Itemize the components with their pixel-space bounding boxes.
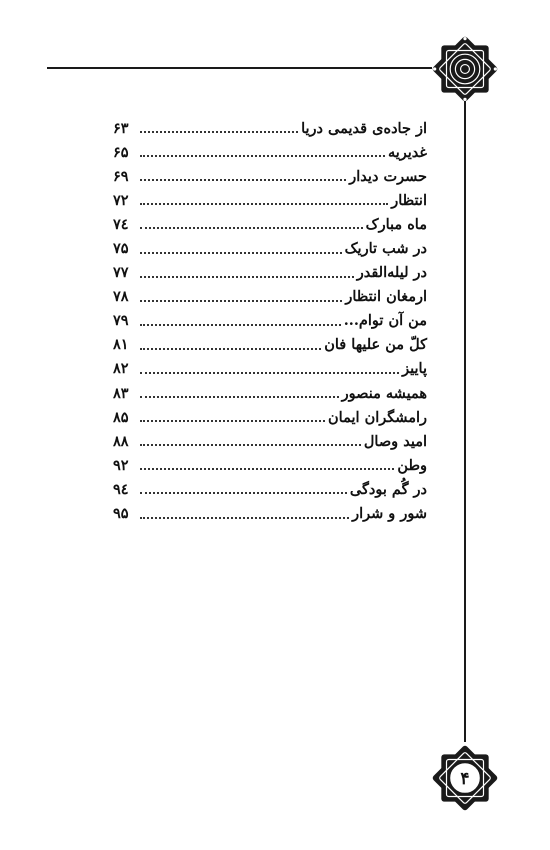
dot-leader	[140, 244, 342, 254]
toc-page-number: ۹٤	[113, 480, 129, 498]
toc-title: در شب تاریک	[344, 240, 427, 258]
side-rule	[464, 100, 466, 742]
top-rule	[47, 67, 432, 69]
toc-page-number: ۹۵	[113, 505, 129, 523]
toc-row	[113, 140, 427, 164]
toc-page-number: ۸۵	[113, 408, 129, 426]
dot-leader	[140, 436, 361, 446]
toc-row	[113, 309, 427, 333]
toc-title: وطن	[397, 456, 427, 474]
dot-leader	[140, 412, 325, 422]
toc-row	[113, 164, 427, 188]
toc-row	[113, 116, 427, 140]
dot-leader	[140, 171, 346, 181]
dot-leader	[140, 316, 341, 326]
dot-leader	[140, 364, 399, 374]
toc-page-number: ۶۵	[113, 143, 129, 161]
toc-row	[113, 405, 427, 429]
toc-row	[113, 236, 427, 260]
dot-leader	[140, 268, 354, 278]
toc-title: امید وصال	[363, 432, 427, 450]
toc-row	[113, 261, 427, 285]
dot-leader	[140, 195, 388, 205]
table-of-contents	[113, 116, 427, 526]
toc-page-number: ۷۵	[113, 240, 129, 258]
toc-page-number: ۷۷	[113, 264, 129, 282]
page-number: ۴	[460, 769, 470, 789]
toc-title: کلّ من علیها فان	[324, 336, 427, 354]
toc-title: حسرت دیدار	[349, 167, 427, 185]
toc-title: پاییز	[402, 360, 427, 378]
dot-leader	[140, 484, 347, 494]
toc-title: رامشگران ایمان	[328, 408, 427, 426]
toc-page-number: ۸۱	[113, 336, 129, 354]
toc-row	[113, 477, 427, 501]
dot-leader	[140, 509, 349, 519]
toc-row	[113, 285, 427, 309]
dot-leader	[140, 340, 321, 350]
toc-row	[113, 333, 427, 357]
toc-page-number: ۹۲	[113, 456, 129, 474]
toc-row	[113, 212, 427, 236]
toc-page-number: ۶۹	[113, 167, 129, 185]
dot-leader	[140, 388, 339, 398]
toc-page-number: ۸۳	[113, 384, 129, 402]
toc-row	[113, 502, 427, 526]
toc-row	[113, 381, 427, 405]
star-ornament-icon	[428, 32, 502, 106]
dot-leader	[140, 292, 342, 302]
toc-page-number: ۷٤	[113, 215, 129, 233]
dot-leader	[140, 123, 298, 133]
toc-page-number: ۶۳	[113, 119, 129, 137]
toc-page-number: ۷۸	[113, 288, 129, 306]
toc-title: در لیله‌القدر	[356, 264, 427, 282]
dot-leader	[140, 460, 394, 470]
toc-title: شور و شرار	[352, 505, 427, 523]
toc-title: از جاده‌ی قدیمی دریا	[301, 119, 427, 137]
toc-page-number: ۷۲	[113, 191, 129, 209]
dot-leader	[140, 219, 363, 229]
toc-row	[113, 429, 427, 453]
dot-leader	[140, 147, 385, 157]
toc-title: در گُم بودگی	[349, 480, 427, 498]
toc-row	[113, 188, 427, 212]
toc-page-number: ۸۸	[113, 432, 129, 450]
toc-title: من آن توام...	[343, 312, 427, 330]
toc-page-number: ۸۲	[113, 360, 129, 378]
toc-title: انتظار	[391, 191, 427, 209]
toc-title: غدیریه	[387, 143, 427, 161]
toc-page-number: ۷۹	[113, 312, 129, 330]
toc-row	[113, 357, 427, 381]
toc-title: همیشه منصور	[341, 384, 427, 402]
toc-title: ارمغان انتظار	[345, 288, 427, 306]
toc-row	[113, 453, 427, 477]
toc-title: ماه مبارک	[365, 215, 427, 233]
